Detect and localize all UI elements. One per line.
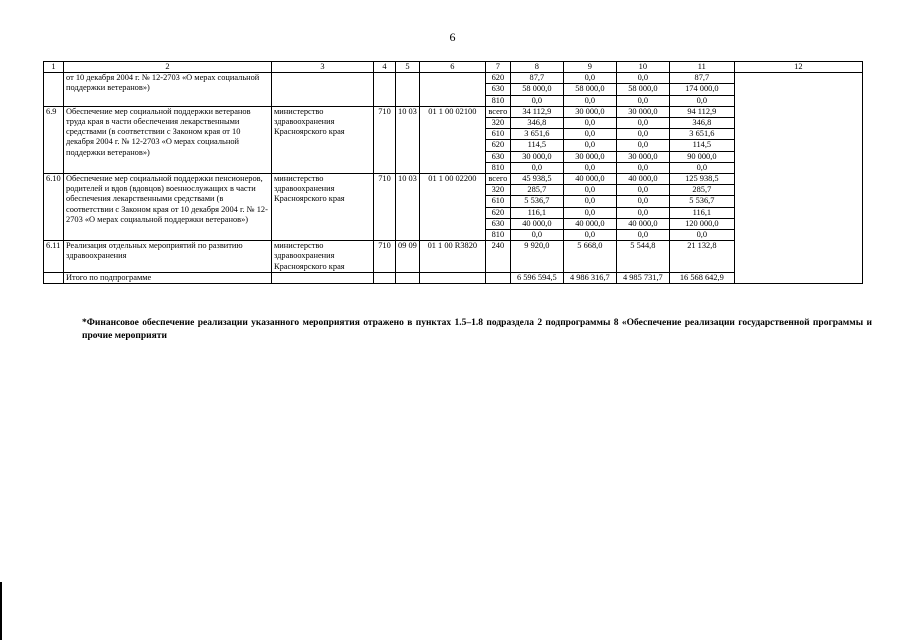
value-cell: 40 000,0 (563, 174, 616, 185)
header-row (44, 62, 863, 73)
value-cell: 0,0 (563, 196, 616, 207)
value-cell: 0,0 (616, 185, 669, 196)
total-value-cell: 16 568 642,9 (669, 273, 734, 284)
value-cell: 0,0 (616, 162, 669, 173)
footnote: *Финансовое обеспечение реализации указанного мероприятия отражено в пунктах 1.5–1.8 подраздела 2 подпрограммы 8 «Обеспечение реализации государственной программы и прочие мероприяти (82, 318, 872, 341)
value-cell: 0,0 (616, 95, 669, 106)
value-cell: 3 651,6 (669, 129, 734, 140)
expense-type-cell: всего (485, 174, 510, 185)
value-cell: 0,0 (563, 118, 616, 129)
total-value-cell: 4 986 316,7 (563, 273, 616, 284)
row-number-cell (44, 273, 64, 284)
value-cell: 0,0 (510, 230, 563, 241)
value-cell: 87,7 (669, 73, 734, 84)
value-cell: 346,8 (669, 118, 734, 129)
header-cell: 3 (272, 62, 374, 73)
value-cell: 0,0 (616, 140, 669, 151)
expense-type-cell (485, 273, 510, 284)
measure-name-cell: Реализация отдельных мероприятий по развитию здравоохранения (64, 241, 272, 273)
measure-name-cell: Обеспечение мер социальной поддержки ветеранов труда края в части обеспечения лекарственными средствами (в соответствии с Законом края от 10 декабря 2004 г. № 12-2703 «О мерах социальной поддержки ветеранов») (64, 106, 272, 173)
value-cell: 21 132,8 (669, 241, 734, 273)
expense-type-cell: 620 (485, 207, 510, 218)
total-value-cell: 4 985 731,7 (616, 273, 669, 284)
row-number-cell: 6.9 (44, 106, 64, 173)
value-cell: 40 000,0 (510, 218, 563, 229)
value-cell: 30 000,0 (616, 151, 669, 162)
scan-margin-line (0, 582, 2, 640)
value-cell: 3 651,6 (510, 129, 563, 140)
result-cell (734, 73, 862, 284)
expense-type-cell: 630 (485, 84, 510, 95)
value-cell: 30 000,0 (510, 151, 563, 162)
code-cell: 09 09 (396, 241, 420, 273)
value-cell: 0,0 (510, 95, 563, 106)
value-cell: 94 112,9 (669, 106, 734, 117)
organization-cell (272, 273, 374, 284)
row-number-cell (44, 73, 64, 107)
value-cell: 0,0 (616, 118, 669, 129)
header-cell: 4 (374, 62, 396, 73)
header-cell: 6 (419, 62, 485, 73)
header-cell: 9 (563, 62, 616, 73)
expense-type-cell: 630 (485, 151, 510, 162)
value-cell: 58 000,0 (510, 84, 563, 95)
subprogram-table (43, 61, 863, 284)
header-cell: 10 (616, 62, 669, 73)
total-label: Итого по подпрограмме (64, 273, 272, 284)
code-cell (396, 73, 420, 107)
value-cell: 5 536,7 (510, 196, 563, 207)
expense-type-cell: 320 (485, 118, 510, 129)
organization-cell: министерство здравоохранения Красноярского края (272, 241, 374, 273)
expense-type-cell: 630 (485, 218, 510, 229)
value-cell: 5 668,0 (563, 241, 616, 273)
value-cell: 116,1 (669, 207, 734, 218)
header-cell: 8 (510, 62, 563, 73)
row-number-cell: 6.11 (44, 241, 64, 273)
measure-name-cell: Обеспечение мер социальной поддержки пенсионеров, родителей и вдов (вдовцов) военнослужащих в части обеспечения лекарственными средствами (в соответствии с Законом края от 10 декабря 2004 г. № 12-2703 «О мерах социальной поддержки ветеранов») (64, 174, 272, 241)
header-cell: 1 (44, 62, 64, 73)
value-cell: 174 000,0 (669, 84, 734, 95)
value-cell: 0,0 (563, 162, 616, 173)
expense-type-cell: 810 (485, 230, 510, 241)
value-cell: 40 000,0 (616, 218, 669, 229)
value-cell: 5 544,8 (616, 241, 669, 273)
expense-type-cell: 620 (485, 140, 510, 151)
expense-type-cell: 610 (485, 129, 510, 140)
value-cell: 0,0 (669, 95, 734, 106)
header-cell: 7 (485, 62, 510, 73)
code-cell: 01 1 00 02100 (419, 106, 485, 173)
value-cell: 0,0 (616, 73, 669, 84)
code-cell: 10 03 (396, 174, 420, 241)
value-cell: 0,0 (563, 207, 616, 218)
header-cell: 12 (734, 62, 862, 73)
value-cell: 0,0 (563, 230, 616, 241)
value-cell: 90 000,0 (669, 151, 734, 162)
code-cell (419, 273, 485, 284)
code-cell (374, 273, 396, 284)
expense-type-cell: 240 (485, 241, 510, 273)
code-cell (396, 273, 420, 284)
code-cell (374, 73, 396, 107)
organization-cell: министерство здравоохранения Красноярского края (272, 174, 374, 241)
value-cell: 58 000,0 (563, 84, 616, 95)
value-cell: 125 938,5 (669, 174, 734, 185)
expense-type-cell: 810 (485, 162, 510, 173)
table-row (44, 73, 863, 84)
value-cell: 0,0 (616, 196, 669, 207)
code-cell: 10 03 (396, 106, 420, 173)
value-cell: 0,0 (669, 162, 734, 173)
value-cell: 0,0 (616, 230, 669, 241)
value-cell: 0,0 (563, 73, 616, 84)
code-cell: 710 (374, 174, 396, 241)
code-cell (419, 73, 485, 107)
expense-type-cell: всего (485, 106, 510, 117)
header-cell: 11 (669, 62, 734, 73)
value-cell: 114,5 (669, 140, 734, 151)
header-cell: 2 (64, 62, 272, 73)
value-cell: 0,0 (616, 207, 669, 218)
organization-cell (272, 73, 374, 107)
value-cell: 9 920,0 (510, 241, 563, 273)
value-cell: 116,1 (510, 207, 563, 218)
code-cell: 01 1 00 R3820 (419, 241, 485, 273)
page-number: 6 (449, 30, 456, 44)
value-cell: 0,0 (616, 129, 669, 140)
value-cell: 58 000,0 (616, 84, 669, 95)
code-cell: 01 1 00 02200 (419, 174, 485, 241)
value-cell: 120 000,0 (669, 218, 734, 229)
value-cell: 40 000,0 (563, 218, 616, 229)
value-cell: 45 938,5 (510, 174, 563, 185)
expense-type-cell: 620 (485, 73, 510, 84)
value-cell: 40 000,0 (616, 174, 669, 185)
value-cell: 285,7 (510, 185, 563, 196)
value-cell: 30 000,0 (616, 106, 669, 117)
organization-cell: министерство здравоохранения Красноярского края (272, 106, 374, 173)
expense-type-cell: 320 (485, 185, 510, 196)
code-cell: 710 (374, 106, 396, 173)
code-cell: 710 (374, 241, 396, 273)
value-cell: 0,0 (563, 129, 616, 140)
value-cell: 0,0 (563, 140, 616, 151)
header-cell: 5 (396, 62, 420, 73)
value-cell: 285,7 (669, 185, 734, 196)
expense-type-cell: 810 (485, 95, 510, 106)
value-cell: 30 000,0 (563, 106, 616, 117)
total-value-cell: 6 596 594,5 (510, 273, 563, 284)
value-cell: 34 112,9 (510, 106, 563, 117)
row-number-cell: 6.10 (44, 174, 64, 241)
value-cell: 30 000,0 (563, 151, 616, 162)
value-cell: 0,0 (510, 162, 563, 173)
value-cell: 5 536,7 (669, 196, 734, 207)
value-cell: 346,8 (510, 118, 563, 129)
measure-name-cell: от 10 декабря 2004 г. № 12-2703 «О мерах социальной поддержки ветеранов») (64, 73, 272, 107)
value-cell: 0,0 (563, 95, 616, 106)
value-cell: 114,5 (510, 140, 563, 151)
value-cell: 0,0 (669, 230, 734, 241)
value-cell: 87,7 (510, 73, 563, 84)
expense-type-cell: 610 (485, 196, 510, 207)
value-cell: 0,0 (563, 185, 616, 196)
